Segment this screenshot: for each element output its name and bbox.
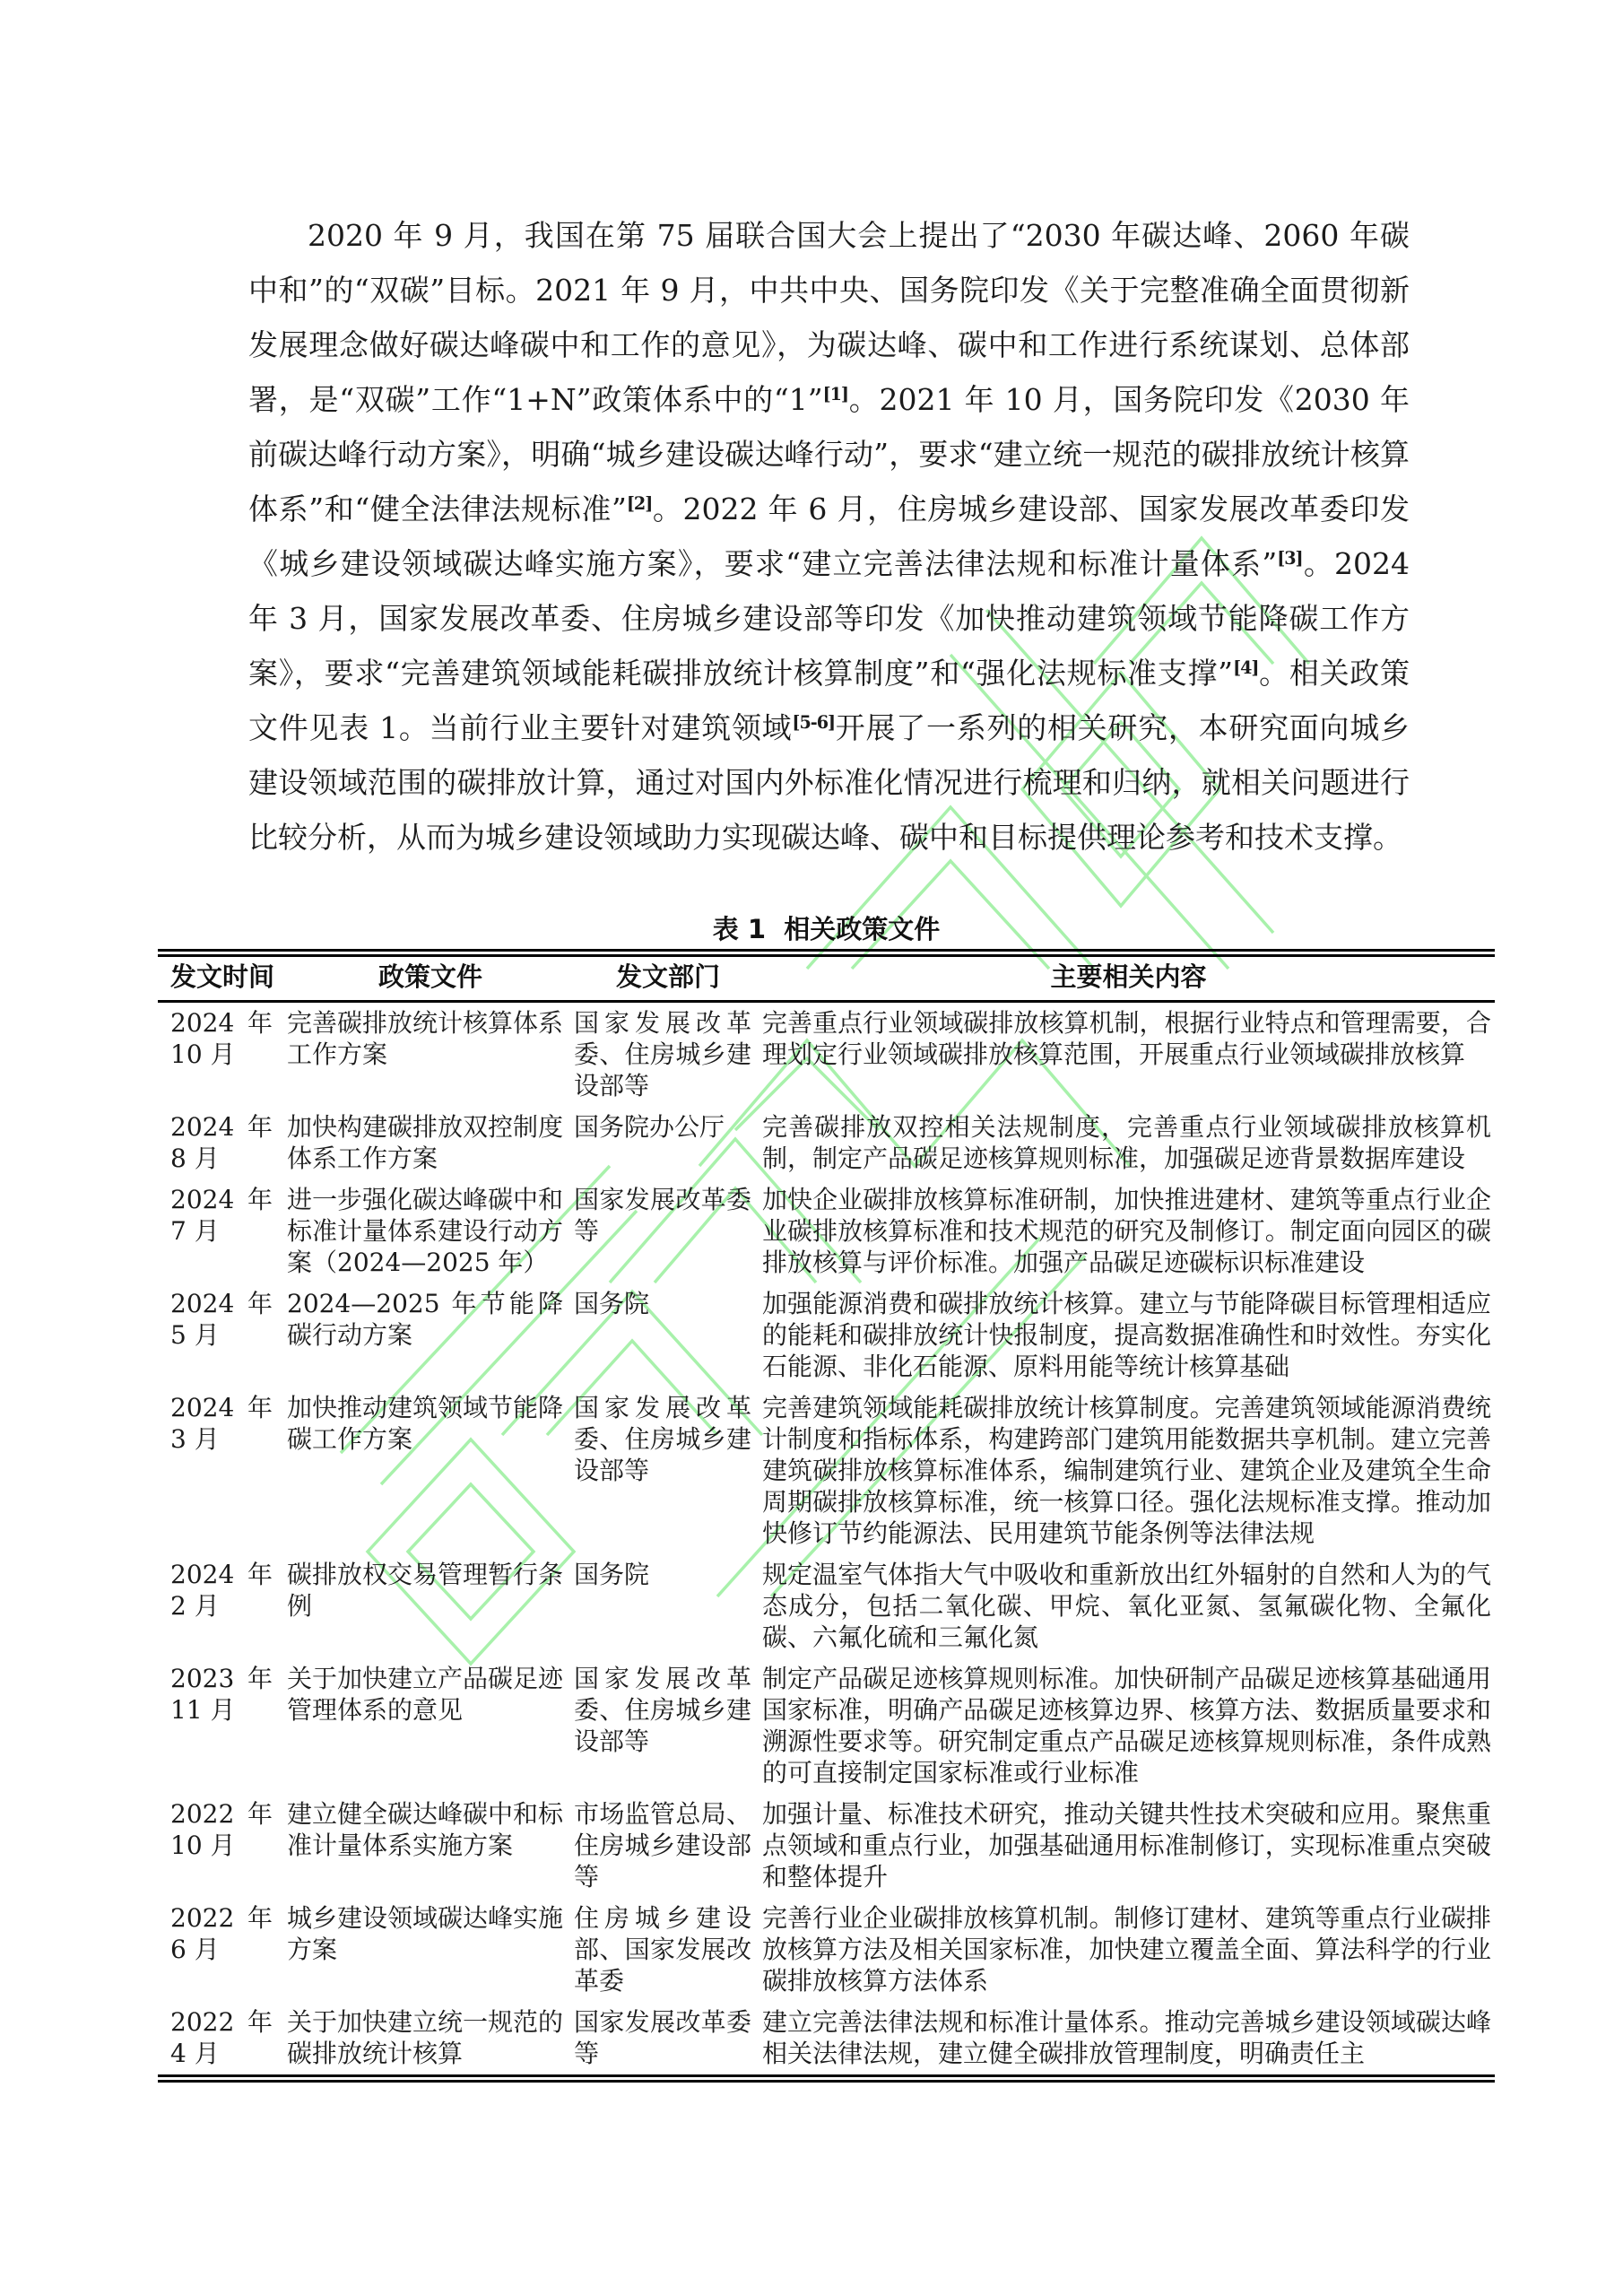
cell-issuing-department: 国家发展改革委、住房城乡建设部等 <box>574 1008 751 1100</box>
cell-issue-date: 2022 年 10 月 <box>170 1799 273 1860</box>
cell-issuing-department: 国务院办公厅 <box>574 1112 725 1142</box>
cell-main-related-content: 完善行业企业碳排放核算机制。制修订建材、建筑等重点行业碳排放核算方法及相关国家标准，加快建立覆盖全面、算法科学的行业碳排放核算方法体系 <box>762 1903 1491 1996</box>
cell-main-related-content: 规定温室气体指大气中吸收和重新放出红外辐射的自然和人为的气态成分，包括二氧化碳、甲烷、氧化亚氮、氢氟碳化物、全氟化碳、六氟化硫和三氟化氮 <box>762 1560 1491 1652</box>
cell-policy-document: 关于加快建立统一规范的碳排放统计核算 <box>287 2007 564 2068</box>
cell-policy-document: 完善碳排放统计核算体系工作方案 <box>287 1008 564 1069</box>
citation-ref: [5-6] <box>792 712 836 734</box>
cell-policy-document: 碳排放权交易管理暂行条例 <box>287 1560 564 1621</box>
cell-issue-date: 2024 年 10 月 <box>170 1008 273 1069</box>
table-row <box>158 1283 1495 1387</box>
paragraph-text: 2020 年 9 月，我国在第 75 届联合国大会上提出了“2030 年碳达峰、2060 年碳中和”的“双碳”目标。2021 年 9 月，中共中央、国务院印发《关于完整准确全面贯彻新发展理念做好碳达峰碳中和工作的意见》，为碳达峰、碳中和工作进行系统谋划、总体部署，是“双碳”工作“1+N”政策体系中的“1” <box>248 218 1410 417</box>
column-header: 发文时间 <box>158 953 287 1002</box>
cell-issuing-department: 市场监管总局、住房城乡建设部等 <box>574 1799 751 1892</box>
cell-main-related-content: 完善重点行业领域碳排放核算机制，根据行业特点和管理需要，合理划定行业领域碳排放核算范围，开展重点行业领域碳排放核算 <box>762 1008 1491 1069</box>
cell-policy-document: 2024—2025 年节能降碳行动方案 <box>287 1289 563 1350</box>
cell-main-related-content: 加快企业碳排放核算标准研制，加快推进建材、建筑等重点行业企业碳排放核算标准和技术规范的研究及制修订。制定面向园区的碳排放核算与评价标准。加强产品碳足迹碳标识标准建设 <box>762 1185 1491 1277</box>
cell-issue-date: 2024 年 3 月 <box>170 1393 273 1454</box>
cell-issue-date: 2024 年 8 月 <box>170 1112 273 1173</box>
table-row <box>158 1179 1495 1283</box>
paragraph-text: 。2021 年 10 月，国务院印发《2030 年前碳达峰行动方案》，明确“城乡建设碳达峰行动”，要求“建立统一规范的碳排放统计核算体系”和“健全法律法规标准” <box>248 382 1410 526</box>
table-row <box>158 1898 1495 2002</box>
policy-table <box>158 949 1495 2083</box>
cell-issuing-department: 国家发展改革委、住房城乡建设部等 <box>574 1664 751 1756</box>
cell-main-related-content: 加强计量、标准技术研究，推动关键共性技术突破和应用。聚焦重点领域和重点行业，加强基础通用标准制修订，实现标准重点突破和整体提升 <box>762 1799 1491 1892</box>
cell-issuing-department: 国务院 <box>574 1289 650 1318</box>
cell-main-related-content: 完善建筑领域能耗碳排放统计核算制度。完善建筑领域能源消费统计制度和指标体系，构建跨部门建筑用能数据共享机制。建立完善建筑碳排放核算标准体系，编制建筑行业、建筑企业及建筑全生命周期碳排放核算标准，统一核算口径。强化法规标准支撑。推动加快修订节约能源法、民用建筑节能条例等法律法规 <box>762 1393 1491 1548</box>
cell-issuing-department: 国务院 <box>574 1560 650 1589</box>
cell-main-related-content: 制定产品碳足迹核算规则标准。加快研制产品碳足迹核算基础通用国家标准，明确产品碳足迹核算边界、核算方法、数据质量要求和溯源性要求等。研究制定重点产品碳足迹核算规则标准，条件成熟的可直接制定国家标准或行业标准 <box>762 1664 1491 1787</box>
table-row <box>158 1002 1495 1108</box>
citation-ref: [4] <box>1233 657 1259 679</box>
column-header: 政策文件 <box>287 953 574 1002</box>
cell-policy-document: 进一步强化碳达峰碳中和标准计量体系建设行动方案（2024—2025 年） <box>287 1185 564 1277</box>
cell-issue-date: 2024 年 5 月 <box>170 1289 273 1350</box>
table-row <box>158 1554 1495 1658</box>
cell-main-related-content: 完善碳排放双控相关法规制度，完善重点行业领域碳排放核算机制，制定产品碳足迹核算规则标准，加强碳足迹背景数据库建设 <box>762 1112 1491 1173</box>
cell-policy-document: 加快推动建筑领域节能降碳工作方案 <box>287 1393 564 1454</box>
column-header: 发文部门 <box>574 953 762 1002</box>
cell-issue-date: 2023 年 11 月 <box>170 1664 273 1725</box>
cell-issuing-department: 国家发展改革委等 <box>574 1185 751 1246</box>
cell-main-related-content: 建立完善法律法规和标准计量体系。推动完善城乡建设领域碳达峰相关法律法规，建立健全碳排放管理制度，明确责任主 <box>762 2007 1491 2068</box>
cell-issue-date: 2024 年 2 月 <box>170 1560 273 1621</box>
table-row <box>158 1658 1495 1794</box>
paragraph-text: 。2024 年 3 月，国家发展改革委、住房城乡建设部等印发《加快推动建筑领域节能降碳工作方案》，要求“完善建筑领域能耗碳排放统计核算制度”和“强化法规标准支撑” <box>248 546 1410 691</box>
paragraph-text: 开展了一系列的相关研究，本研究面向城乡建设领域范围的碳排放计算，通过对国内外标准化情况进行梳理和归纳，就相关问题进行比较分析，从而为城乡建设领域助力实现碳达峰、碳中和目标提供理论参考和技术支撑。 <box>248 710 1410 855</box>
cell-policy-document: 关于加快建立产品碳足迹管理体系的意见 <box>287 1664 564 1725</box>
table-row <box>158 2002 1495 2079</box>
cell-issue-date: 2022 年 4 月 <box>170 2007 273 2068</box>
cell-main-related-content: 加强能源消费和碳排放统计核算。建立与节能降碳目标管理相适应的能耗和碳排放统计快报制度，提高数据准确性和时效性。夯实化石能源、非化石能源、原料用能等统计核算基础 <box>762 1289 1491 1381</box>
citation-ref: [3] <box>1277 548 1303 570</box>
table-row <box>158 1107 1495 1179</box>
cell-issue-date: 2024 年 7 月 <box>170 1185 273 1246</box>
cell-issuing-department: 住房城乡建设部、国家发展改革委 <box>574 1903 751 1996</box>
column-header: 主要相关内容 <box>762 953 1495 1002</box>
table-row <box>158 1387 1495 1554</box>
cell-issue-date: 2022 年 6 月 <box>170 1903 273 1964</box>
table-row <box>158 1794 1495 1898</box>
table-header-row <box>158 953 1495 1002</box>
intro-paragraph <box>248 208 1410 865</box>
paragraph-text: 。相关政策文件见表 1。当前行业主要针对建筑领域 <box>248 656 1410 745</box>
cell-issuing-department: 国家发展改革委等 <box>574 2007 751 2068</box>
table-caption: 表 1 相关政策文件 <box>712 914 941 944</box>
cell-policy-document: 加快构建碳排放双控制度体系工作方案 <box>287 1112 564 1173</box>
paragraph-text: 。2022 年 6 月，住房城乡建设部、国家发展改革委印发《城乡建设领域碳达峰实施方案》，要求“建立完善法律法规和标准计量体系” <box>248 491 1410 581</box>
cell-issuing-department: 国家发展改革委、住房城乡建设部等 <box>574 1393 751 1485</box>
citation-ref: [1] <box>822 384 848 405</box>
cell-policy-document: 建立健全碳达峰碳中和标准计量体系实施方案 <box>287 1799 564 1860</box>
citation-ref: [2] <box>626 493 653 515</box>
cell-policy-document: 城乡建设领域碳达峰实施方案 <box>287 1903 564 1964</box>
